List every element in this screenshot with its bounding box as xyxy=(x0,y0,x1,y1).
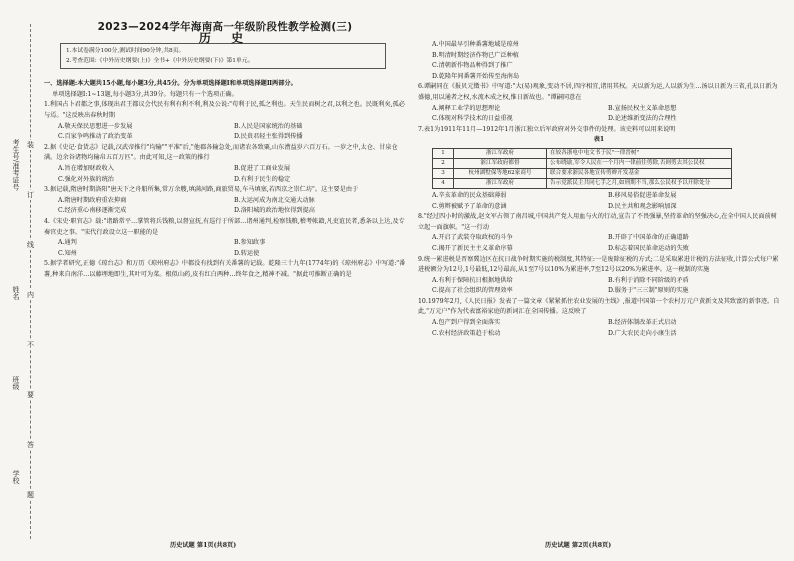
table-cell: 公布晓谕,军令人民在一个月内一律前往剪除,否则剪去其公民权 xyxy=(547,158,732,168)
name-label: 姓名 xyxy=(12,286,20,300)
options xyxy=(44,196,406,217)
cut-char: 内 xyxy=(27,291,34,299)
option[interactable]: D.转运使 xyxy=(234,249,260,257)
option[interactable]: B.明清时期经济作物已广泛种植 xyxy=(432,51,519,59)
option[interactable]: A.旨在增加财政收入 xyxy=(58,164,114,172)
page-footer: 历史试题 第1页(共8页) xyxy=(170,542,237,549)
option[interactable]: B.人民是国家统治的基础 xyxy=(234,122,303,130)
notice-line: 1.本试卷满分100分,测试时间90分钟,共8页。 xyxy=(66,48,185,55)
cut-char: 要 xyxy=(27,391,34,399)
question-stem: 7.表1为1911年11月—1912年1月浙江独立后军政府对外交事件的处理。该史料可以用来说明 xyxy=(418,125,676,133)
school-label: 学校 xyxy=(12,470,20,484)
option[interactable]: B.宣扬民权主义革命思想 xyxy=(608,104,677,112)
cut-line xyxy=(30,24,31,539)
option[interactable]: C.提高了社会组织的管理效率 xyxy=(432,287,513,295)
option[interactable]: D.标志着国民革命运动的失败 xyxy=(608,244,689,252)
option[interactable]: C.清朝新作物品种得到了推广 xyxy=(432,62,513,70)
question-stem: 2.据《史记·食货志》记载,汉武帝推行"均输""平准"后,"他郡各输急处,而诸农各致粟,山东漕益岁六百万石。一岁之中,太仓、甘泉仓满。边余谷诸物均输帛五百万匹"。由此可知,这一政策的推行 xyxy=(44,143,398,162)
option[interactable]: B.移风易俗促进革命发展 xyxy=(608,191,677,199)
table-cell: 杭州湖墅保等地62家商号 xyxy=(454,168,547,178)
right-page xyxy=(418,40,780,339)
question-stem: 9.统一累进税是晋察冀边区在抗日战争时期实施的税制度,其特征:一是废除征税的方式;二是采取累进计税的方法征收,计算公式每户累进税额分为12号,1号最低,12号最高,从1至7号以10%为累进率,7至12号以20%为累进率。这一税制的实施 xyxy=(418,255,779,274)
option[interactable]: A.开启了武装夺取政权的斗争 xyxy=(432,234,513,242)
option[interactable]: A.有利于保障抗日根据地供给 xyxy=(432,276,513,284)
subject-title: 历 史 xyxy=(198,30,252,45)
option[interactable]: B.促进了工商业发展 xyxy=(234,164,291,172)
option[interactable]: A.中国最早引种番薯地域是琼州 xyxy=(432,41,519,48)
option[interactable]: B.大运河成为南北交通大动脉 xyxy=(234,196,315,204)
option[interactable]: A.隋唐时期政府重农抑商 xyxy=(58,196,127,204)
exam-title: 2023—2024学年海南高一年级阶段性教学检测(三) xyxy=(97,21,353,33)
option[interactable]: C.剪辫被赋予了革命的意涵 xyxy=(432,202,507,210)
table-cell: 2 xyxy=(433,158,454,168)
options xyxy=(418,276,780,297)
notice-line: 2.考查范围:《中外历史纲要(上)》全书+《中外历史纲要(下)》第1单元。 xyxy=(66,58,254,65)
table-cell: 1 xyxy=(433,148,454,158)
class-label: 班级 xyxy=(12,376,20,390)
option[interactable]: C.经济重心南移逐渐完成 xyxy=(58,207,127,215)
option[interactable]: D.广大农民走向小康生活 xyxy=(608,329,677,337)
option[interactable]: A.通判 xyxy=(58,239,77,247)
options xyxy=(418,318,780,339)
table-row xyxy=(433,148,732,158)
option[interactable]: D.有利于民生的稳定 xyxy=(234,175,291,183)
option[interactable]: D.乾隆年间番薯开始传至海南岛 xyxy=(432,72,520,80)
option[interactable]: D.民贵君轻主张得到传播 xyxy=(234,133,303,141)
option[interactable]: B.有利于消除不同阶级的矛盾 xyxy=(608,276,689,284)
table-row xyxy=(433,178,732,188)
options xyxy=(418,104,780,125)
options xyxy=(418,233,780,254)
cut-char: 线 xyxy=(27,241,34,249)
section-heading: 一、选择题:本大题共15小题,每小题3分,共45分。分为单项选择题Ⅰ和单项选择题Ⅱ两部分。 xyxy=(44,80,297,88)
cut-char: 订 xyxy=(27,191,34,199)
options xyxy=(44,238,406,259)
cut-char: 题 xyxy=(27,491,34,499)
table-caption: 表1 xyxy=(593,136,605,144)
page-footer: 历史试题 第2页(共8页) xyxy=(545,542,612,549)
option[interactable]: D.服务于"三三制"原则的实施 xyxy=(608,287,689,295)
question-stem: 5.据学者研究,正德《琼台志》和万历《琼州府志》中都没有找到有关番薯的记载。乾隆三十九年(1774年)的《琼州府志》中写道:"番薯,种来自南洋…以藤埋地即生,其叶可为菜。根似山药,皮有红白两种…终年食之,精神不减。"据此可推断正确的是 xyxy=(44,260,406,278)
option[interactable]: D.论述维新变法的合理性 xyxy=(608,115,677,123)
table-row xyxy=(433,168,732,178)
option[interactable]: B.开辟了中国革命的正确道路 xyxy=(608,234,689,242)
history-table xyxy=(432,148,732,189)
left-page xyxy=(44,22,406,280)
table-cell: 3 xyxy=(433,168,454,178)
option[interactable]: A.包产到户得到全面落实 xyxy=(432,319,501,327)
table-cell: 4 xyxy=(433,178,454,188)
table-cell: 联合要求浙民各地宣传剪辫开发基金 xyxy=(547,168,732,178)
option[interactable]: D.民主共和观念影响加深 xyxy=(608,202,677,210)
table-cell: 在较各浙电中电文书于民"一律晋树" xyxy=(547,148,732,158)
question-stem: 4.《宋史·职官志》载:"诸路常平…掌管将兵钱粮,以督宣抚,有巡行于所部…诸州通判,检察钱粮,稽考帐籍,凡吏谊民者,悉条以上达,及专奏官吏之事。"宋代行政设立这一职能的是 xyxy=(44,217,405,236)
question-stem: 3.据记载,隋唐时期洛阳"唐天下之舟船所集,常万余艘,填满河路,商旅贸易,车马填塞,若西京之崇仁坊"。这主要是由于 xyxy=(44,186,359,194)
option[interactable]: C.强化对外族的统治 xyxy=(58,175,114,183)
option[interactable]: A.辛亥革命的民众基础薄弱 xyxy=(432,191,507,199)
ticket-label: 考生号/准考证号 xyxy=(12,139,20,191)
cut-char: 答 xyxy=(27,441,34,449)
option[interactable]: C.体现对科学技术的日益重视 xyxy=(432,115,513,123)
binding-strip xyxy=(0,0,40,561)
cut-char: 装 xyxy=(27,141,34,149)
table-cell: 浙江军政府 xyxy=(454,178,547,188)
option[interactable]: C.知州 xyxy=(58,249,77,257)
option[interactable]: A.阐释工业学的思想理论 xyxy=(432,104,501,112)
cut-char: 不 xyxy=(27,341,34,349)
options xyxy=(44,164,406,185)
options xyxy=(44,122,406,143)
option[interactable]: C.百家争鸣推动了政治变革 xyxy=(58,133,133,141)
notice-box xyxy=(60,43,386,69)
option[interactable]: C.农村经济政策趋于松动 xyxy=(432,329,501,337)
table-cell: 浙江军政府 xyxy=(454,148,547,158)
option[interactable]: D.洛阳城的政治地位得到提高 xyxy=(234,207,315,215)
section-subheading: 单项选择题Ⅰ:1~13题,每小题3分,共39分。每题只有一个选项正确。 xyxy=(52,90,238,98)
option[interactable]: B.参知政事 xyxy=(234,239,266,247)
question-stem: 8."经过四小时的激战,赵文军占领了南昌城,中国共产党人用血与火的行动,宣告了不畏强暴,坚持革命的坚强决心,在全中国人民面前树立起一面旗帜。"这一行动 xyxy=(418,213,777,231)
options xyxy=(418,40,780,82)
table-cell: 告示党派民主共同七手之月,如刑期不当,那么公民权予以开除处分 xyxy=(547,178,732,188)
options xyxy=(418,191,780,212)
question-stem: 10.1979年2月,《人民日报》发表了一篇文章《紧紧抓住农业发展的主线》,报道中国第一个农村万元户黄新文及其致富的新事迹。自此,"万元户"作为代表富裕家庭的新词汇在全国传播。这反映了 xyxy=(418,297,780,316)
table-row xyxy=(433,158,732,168)
option[interactable]: C.揭开了新民主主义革命序幕 xyxy=(432,244,513,252)
question-stem: 1.利国占卜君都之事,体现出君王都议会代民有利有利不利,利及公说:"苟利于民,孤之利也。天生民而树之君,以利之也。民既利矣,孤必与焉。"这反映出春秋时期 xyxy=(44,101,405,119)
table-cell: 浙江军政府都督 xyxy=(454,158,547,168)
option[interactable]: A.敬天保民思想进一步发展 xyxy=(58,122,133,130)
question-stem: 6.谭嗣同在《报贝元徵书》中写道:"大(易)观象,变动不居,四序相宜,诸用其权。天以新为运,人以新为生…汤以日新为三省,孔以日新为盛德,用以通者之权,水流木成之权,惟日新故也。"谭嗣同意在 xyxy=(418,83,778,101)
option[interactable]: B.经济体制改革正式启动 xyxy=(608,319,677,327)
